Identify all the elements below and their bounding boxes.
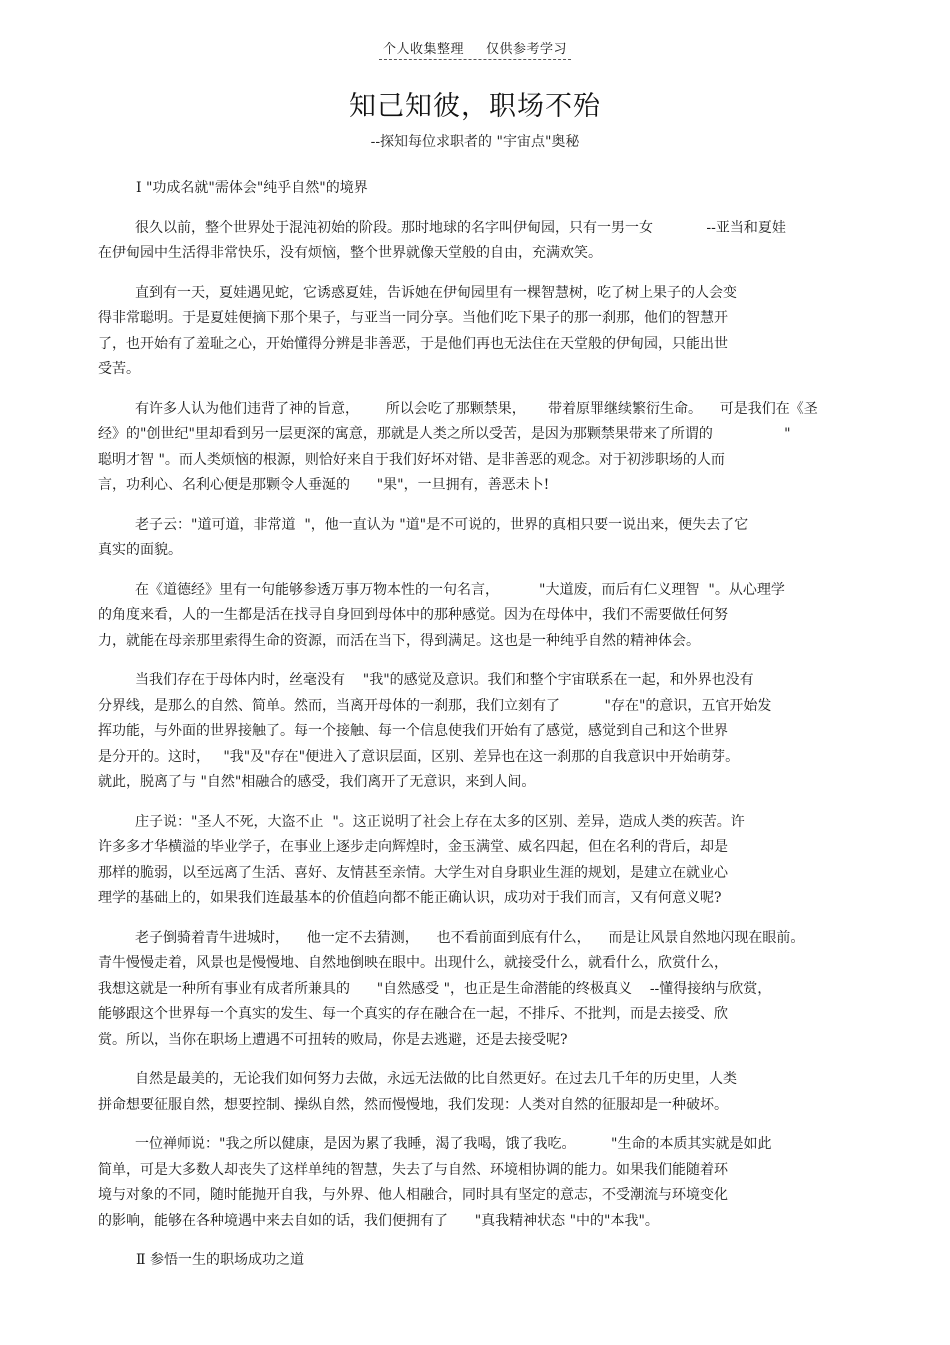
paragraph-line: 当我们存在于母体内时，丝毫没有 "我"的感觉及意识。我们和整个宇宙联系在一起，和外界也没有 [135, 672, 754, 688]
paragraph-line: 有许多人认为他们违背了神的旨意， 所以会吃了那颗禁果， 带着原罪继续繁衍生命。 可是我们在《圣 [135, 400, 818, 417]
header-underline [379, 38, 571, 60]
paragraph-line: 自然是最美的，无论我们如何努力去做，永远无法做的比自然更好。在过去几千年的历史里，人类 [135, 1071, 737, 1087]
paragraph-line: 老子云："道可道，非常道 "，他一直认为 "道"是不可说的，世界的真相只要一说出来，便失去了它 [135, 516, 749, 533]
page-header [0, 38, 950, 60]
paragraph [98, 513, 858, 564]
paragraph-line: 庄子说："圣人不死，大盗不止 "。这正说明了社会上存在太多的区别、差异，造成人类的疾苦。许 [135, 813, 745, 830]
paragraph-line: 理学的基础上的，如果我们连最基本的价值趋向都不能正确认识，成功对于我们而言，又有何意义呢? [98, 890, 722, 906]
paragraph-line: 是分开的。这时， "我"及"存在"便进入了意识层面，区别、差异也在这一刹那的自我意识中开始萌芽。 [98, 748, 740, 765]
paragraph-line: 力，就能在母亲那里索得生命的资源，而活在当下，得到满足。这也是一种纯乎自然的精神体会。 [98, 632, 700, 649]
document-title: 知己知彼，职场不殆 [349, 91, 601, 122]
paragraph-line: 青牛慢慢走着，风景也是慢慢地、自然地倒映在眼中。出现什么，就接受什么，就看什么，欣赏什么， [98, 955, 728, 971]
paragraph-line: 那样的脆弱，以至远离了生活、喜好、友情甚至亲情。大学生对自身职业生涯的规划，是建立在就业心 [98, 864, 728, 881]
document-subtitle: --探知每位求职者的 "宇宙点"奥秘 [370, 134, 580, 150]
paragraph [98, 397, 858, 499]
paragraph-line: 赏。所以，当你在职场上遭遇不可扭转的败局，你是去逃避，还是去接受呢? [98, 1031, 568, 1048]
paragraph-line: 挥功能，与外面的世界接触了。每一个接触、每一个信息使我们开始有了感觉，感觉到自己和这个世界 [98, 723, 728, 739]
paragraph-line: 拼命想要征服自然，想要控制、操纵自然，然而慢慢地，我们发现：人类对自然的征服却是一种破坏。 [98, 1096, 728, 1113]
paragraph-line: 很久以前，整个世界处于混沌初始的阶段。那时地球的名字叫伊甸园，只有一男一女 --亚当和夏娃 [135, 219, 786, 236]
document-body [98, 176, 858, 1274]
paragraph-line: 的角度来看，人的一生都是活在找寻自身回到母体中的那种感觉。因为在母体中，我们不需要做任何努 [98, 607, 728, 623]
paragraph-list [98, 216, 858, 1235]
paragraph-line: 聪明才智 "。而人类烦恼的根源，则恰好来自于我们好坏对错、是非善恶的观念。对于初涉职场的人而 [98, 451, 725, 468]
paragraph [98, 1132, 858, 1234]
paragraph-line: 境与对象的不同，随时能抛开自我，与外界、他人相融合，同时具有坚定的意志，不受潮流与环境变化 [98, 1187, 728, 1203]
paragraph-line: 真实的面貌。 [98, 542, 182, 558]
paragraph-line: 许多多才华横溢的毕业学子，在事业上逐步走向辉煌时，金玉满堂、威名四起，但在名利的背后，却是 [98, 839, 728, 855]
paragraph-line: 了，也开始有了羞耻之心，开始懂得分辨是非善恶，于是他们再也无法住在天堂般的伊甸园，只能出世 [98, 335, 728, 352]
paragraph-line: 我想这就是一种所有事业有成者所兼具的 "自然感受 "，也正是生命潜能的终极真义 --懂得接纳与欣赏， [98, 980, 772, 997]
paragraph [98, 216, 858, 267]
paragraph-line: 受苦。 [98, 361, 140, 377]
paragraph [98, 668, 858, 796]
paragraph-line: 的影响，能够在各种境遇中来去自如的话，我们便拥有了 "真我精神状态 "中的"本我"。 [98, 1212, 659, 1229]
paragraph-line: 在《道德经》里有一句能够参透万事万物本性的一句名言， "大道废，而后有仁义理智 "。从心理学 [135, 581, 785, 598]
header-left-text: 个人收集整理 [382, 42, 464, 57]
header-right-text: 仅供参考学习 [486, 42, 568, 57]
paragraph-line: 老子倒骑着青牛进城时， 他一定不去猜测， 也不看前面到底有什么， 而是让风景自然地闪现在眼前。 [135, 929, 805, 946]
paragraph-line: 在伊甸园中生活得非常快乐，没有烦恼，整个世界就像天堂般的自由，充满欢笑。 [98, 245, 602, 261]
paragraph-line: 能够跟这个世界每一个真实的发生、每一个真实的存在融合在一起，不排斥、不批判，而是去接受、欣 [98, 1006, 728, 1022]
paragraph [98, 281, 858, 383]
section-heading-1: Ⅰ "功成名就"需体会"纯乎自然"的境界 [136, 180, 368, 196]
paragraph-line: 简单，可是大多数人却丧失了这样单纯的智慧，失去了与自然、环境相协调的能力。如果我们能随着环 [98, 1161, 728, 1178]
paragraph-line: 一位禅师说："我之所以健康，是因为累了我睡，渴了我喝，饿了我吃。 "生命的本质其实就是如此 [135, 1136, 772, 1152]
paragraph-line: 直到有一天，夏娃遇见蛇，它诱惑夏娃，告诉她在伊甸园里有一棵智慧树，吃了树上果子的人会变 [135, 284, 737, 301]
section-heading-2: Ⅱ 参悟一生的职场成功之道 [136, 1252, 304, 1268]
paragraph [98, 578, 858, 655]
paragraph [98, 1067, 858, 1118]
paragraph-line: 就此，脱离了与 "自然"相融合的感受，我们离开了无意识，来到人间。 [98, 774, 536, 790]
paragraph-line: 分界线，是那么的自然、简单。然而，当离开母体的一刹那，我们立刻有了 "存在"的意识，五官开始发 [98, 697, 772, 714]
paragraph-line: 经》的"创世纪"里却看到另一层更深的寓意，那就是人类之所以受苦，是因为那颗禁果带来了所谓的 " [98, 426, 791, 442]
paragraph [98, 926, 858, 1054]
paragraph-line: 言，功利心、名利心便是那颗令人垂涎的 "果"，一旦拥有，善恶未卜! [98, 477, 550, 493]
paragraph-line: 得非常聪明。于是夏娃便摘下那个果子，与亚当一同分享。当他们吃下果子的那一刹那，他们的智慧开 [98, 310, 728, 326]
paragraph [98, 810, 858, 912]
